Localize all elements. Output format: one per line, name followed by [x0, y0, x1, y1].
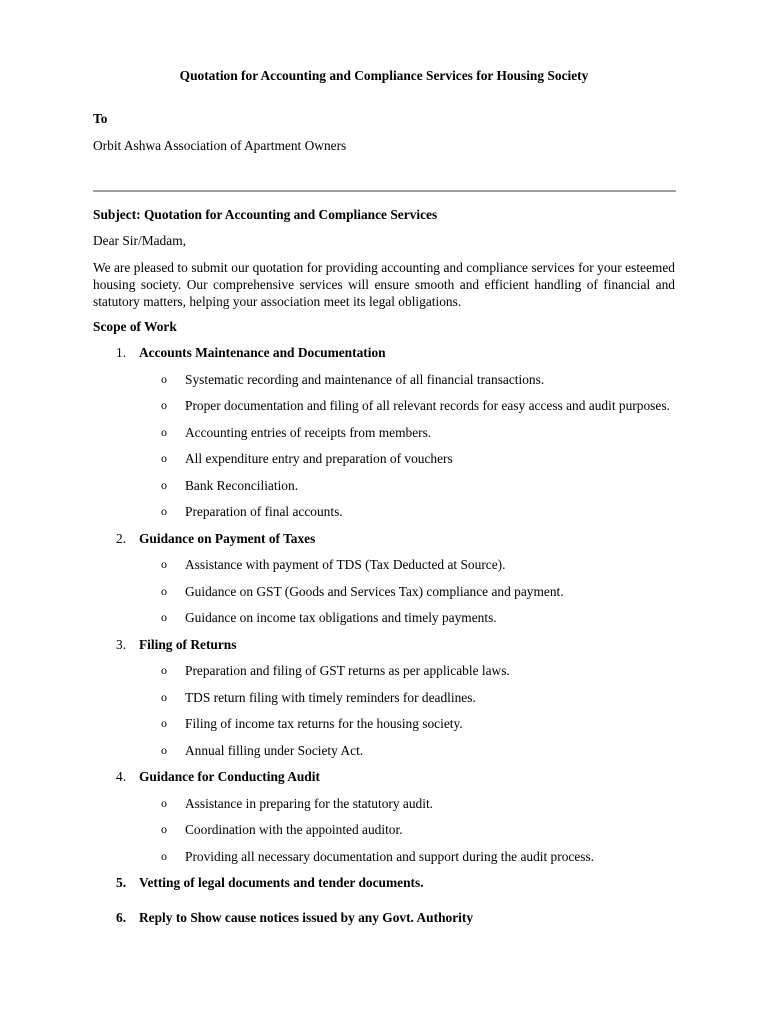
circle-bullet-icon: o — [161, 689, 167, 704]
list-item — [0, 822, 768, 839]
to-label: To — [93, 111, 108, 126]
circle-bullet-icon: o — [161, 451, 167, 465]
intro-paragraph: We are pleased to submit our quotation for providing accounting and compliance services for your esteemed housing society. Our comprehensive services will ensure smooth and efficient handling of financial and statutory matters, helping your association meet its legal obligations. — [93, 260, 675, 309]
list-item — [0, 849, 768, 866]
list-item-text: Filing of income tax returns for the housing society. — [185, 716, 463, 731]
section-title: Guidance on Payment of Taxes — [139, 530, 316, 546]
list-item-text: Preparation of final accounts. — [185, 504, 343, 519]
list-item — [0, 690, 768, 707]
list-item-text: All expenditure entry and preparation of vouchers — [185, 451, 453, 466]
section-number: 3. — [116, 636, 127, 652]
circle-bullet-icon: o — [161, 477, 167, 492]
circle-bullet-icon: o — [161, 557, 167, 571]
circle-bullet-icon: o — [161, 742, 167, 757]
list-item — [0, 663, 768, 680]
list-item-text: Guidance on income tax obligations and timely payments. — [185, 610, 497, 625]
list-item-text: Proper documentation and filing of all relevant records for easy access and audit purposes. — [185, 398, 670, 413]
list-item-text: Providing all necessary documentation and support during the audit process. — [185, 848, 595, 864]
list-item-text: Accounting entries of receipts from members. — [185, 424, 432, 440]
circle-bullet-icon: o — [161, 610, 167, 624]
section-title: Guidance for Conducting Audit — [139, 769, 320, 784]
list-item-text: Systematic recording and maintenance of all financial transactions. — [185, 371, 545, 387]
section-number: 6. — [116, 909, 127, 925]
addressee: Orbit Ashwa Association of Apartment Owners — [93, 138, 347, 153]
section-title: Filing of Returns — [139, 636, 237, 652]
list-item-text: Bank Reconciliation. — [185, 477, 299, 493]
section-number: 2. — [116, 530, 127, 546]
circle-bullet-icon: o — [161, 583, 167, 598]
circle-bullet-icon: o — [161, 663, 167, 677]
list-item — [0, 796, 768, 813]
document-title: Quotation for Accounting and Compliance Services for Housing Society — [179, 68, 589, 83]
scope-section-3 — [0, 637, 768, 664]
scope-section-1 — [0, 345, 768, 372]
circle-bullet-icon: o — [161, 716, 167, 730]
list-item-text: Annual filling under Society Act. — [185, 742, 364, 758]
section-title: Vetting of legal documents and tender documents. — [139, 875, 424, 890]
scope-sections — [0, 345, 768, 936]
circle-bullet-icon: o — [161, 424, 167, 439]
horizontal-divider — [93, 190, 676, 192]
circle-bullet-icon: o — [161, 504, 167, 518]
list-item — [0, 557, 768, 574]
list-item — [0, 478, 768, 495]
list-item-text: Assistance in preparing for the statutory audit. — [185, 795, 434, 811]
circle-bullet-icon: o — [161, 848, 167, 863]
scope-of-work-heading: Scope of Work — [93, 319, 177, 334]
circle-bullet-icon: o — [161, 795, 167, 810]
section-number: 4. — [116, 769, 127, 784]
section-number: 5. — [116, 875, 127, 890]
section-title: Accounts Maintenance and Documentation — [139, 345, 386, 360]
list-item — [0, 451, 768, 468]
list-item — [0, 716, 768, 733]
scope-section-4 — [0, 769, 768, 796]
list-item-text: Assistance with payment of TDS (Tax Deducted at Source). — [185, 557, 506, 572]
list-item-text: Preparation and filing of GST returns as per applicable laws. — [185, 663, 510, 678]
circle-bullet-icon: o — [161, 398, 167, 412]
salutation: Dear Sir/Madam, — [93, 233, 186, 248]
list-item-text: Guidance on GST (Goods and Services Tax) compliance and payment. — [185, 583, 564, 599]
scope-section-2 — [0, 531, 768, 558]
scope-section-6 — [0, 910, 768, 937]
section-title: Reply to Show cause notices issued by any Govt. Authority — [139, 909, 474, 925]
list-item — [0, 398, 768, 415]
section-number: 1. — [116, 345, 127, 360]
subject-line: Subject: Quotation for Accounting and Compliance Services — [93, 207, 438, 222]
list-item-text: TDS return filing with timely reminders for deadlines. — [185, 689, 476, 705]
list-item — [0, 504, 768, 521]
circle-bullet-icon: o — [161, 371, 167, 386]
list-item — [0, 372, 768, 389]
list-item — [0, 425, 768, 442]
list-item — [0, 584, 768, 601]
circle-bullet-icon: o — [161, 822, 167, 836]
list-item — [0, 610, 768, 627]
list-item-text: Coordination with the appointed auditor. — [185, 822, 403, 837]
scope-section-5 — [0, 875, 768, 910]
list-item — [0, 743, 768, 760]
